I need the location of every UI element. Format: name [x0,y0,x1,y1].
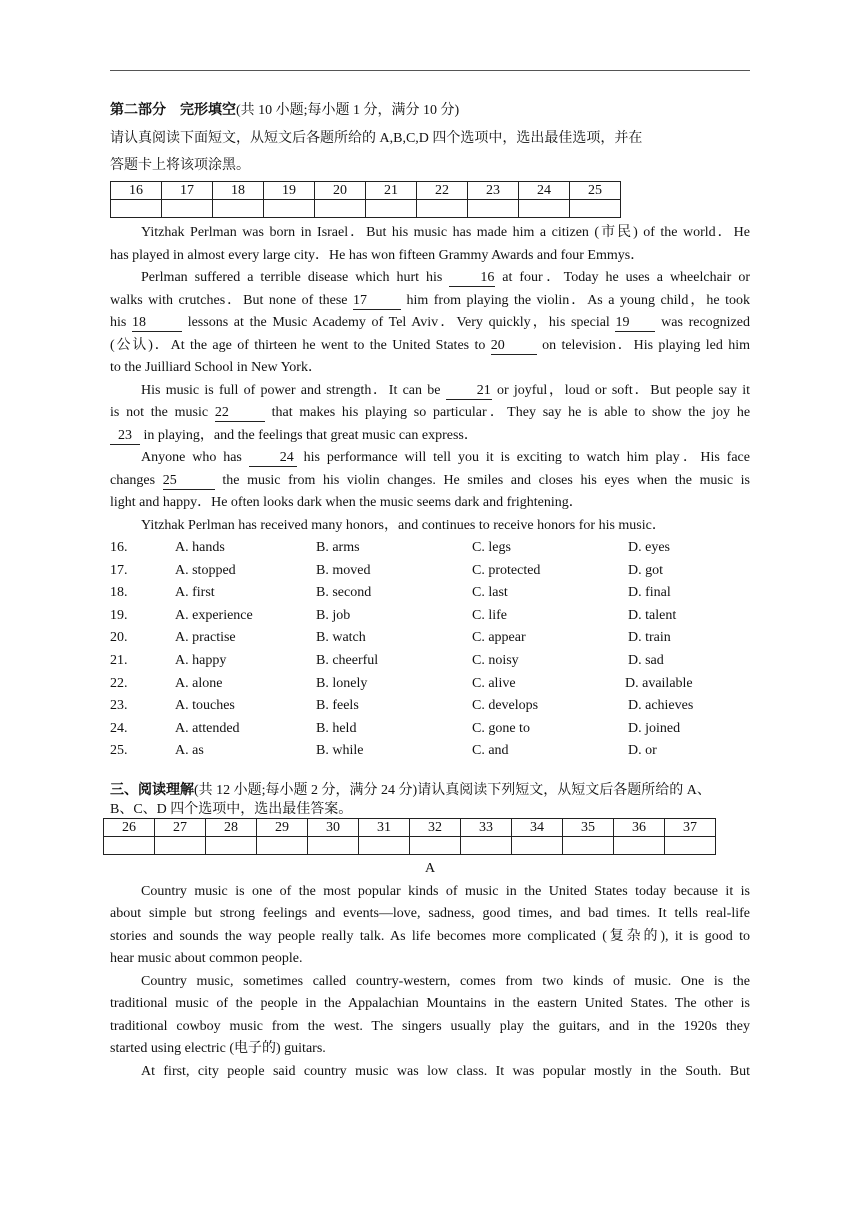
option-b[interactable]: B. held [316,720,357,736]
option-a[interactable]: A. stopped [175,562,236,578]
option-d[interactable]: D. got [628,562,663,578]
passage-text: is not the music [110,405,209,420]
option-a[interactable]: A. touches [175,698,235,714]
passage-text: that makes his playing so particular．They say he is able to show the joy he [271,405,751,420]
answer-blank-cell[interactable] [468,200,519,218]
blank-18: 18 [132,315,182,332]
option-d[interactable]: D. achieves [628,698,694,714]
answer-number-cell: 36 [614,819,665,837]
passage-line [110,380,750,402]
passage-a-line: At first, city people said country music was low class. It was popular mostly in the South. But [141,1064,750,1079]
answer-blank-cell[interactable] [206,837,257,855]
passage-text: lessons at the Music Academy of Tel Aviv．Very quickly，his special [187,315,610,330]
answer-number-cell: 32 [410,819,461,837]
blank-22: 22 [215,405,265,422]
option-d[interactable]: D. talent [628,607,677,623]
question-number: 19. [110,607,128,623]
option-d[interactable]: D. eyes [628,540,670,555]
option-d[interactable]: D. or [628,743,657,759]
option-c[interactable]: C. and [472,743,509,759]
passage-text: Anyone who has [141,450,242,465]
passage-text: in playing，and the feelings that great music can express． [143,428,478,443]
part3-heading-bold: 三、阅读理解 [110,783,194,798]
answer-number-cell: 29 [257,819,308,837]
answer-blank-cell[interactable] [512,837,563,855]
blank-20: 20 [491,338,537,355]
answer-blank-cell[interactable] [213,200,264,218]
passage-a-line: traditional cowboy music from the west. The singers usually play the guitars, and in the 1920s they [110,1019,750,1034]
passage-text: at four．Today he uses a wheelchair or [502,270,750,285]
option-c[interactable]: C. alive [472,675,516,691]
answer-blank-cell[interactable] [104,837,155,855]
passage-line [110,290,750,312]
blank-17: 17 [353,293,401,310]
passage-text: changes [110,473,156,488]
question-number: 21. [110,653,128,668]
option-a[interactable]: A. first [175,585,215,601]
answer-blank-cell[interactable] [359,837,410,855]
part3-heading-line2: B、C、D 四个选项中，选出最佳答案。 [110,802,353,817]
option-b[interactable]: B. second [316,585,372,601]
answer-number-cell: 19 [264,182,315,200]
option-d[interactable]: D. train [628,630,671,646]
answer-blank-cell[interactable] [461,837,512,855]
answer-number-cell: 16 [111,182,162,200]
option-a[interactable]: A. hands [175,540,225,555]
answer-blank-cell[interactable] [308,837,359,855]
answer-number-cell: 31 [359,819,410,837]
question-number: 16. [110,540,128,555]
option-c[interactable]: C. gone to [472,720,530,736]
answer-blank-cell[interactable] [410,837,461,855]
option-b[interactable]: B. arms [316,540,360,555]
passage-a-line: started using electric (电子的) guitars. [110,1041,326,1056]
option-b[interactable]: B. feels [316,698,359,714]
blank-25: 25 [163,473,215,490]
passage-text: was recognized [661,315,751,330]
option-d[interactable]: D. joined [628,720,681,736]
answer-blank-cell[interactable] [257,837,308,855]
answer-number-cell: 27 [155,819,206,837]
answer-blank-cell[interactable] [563,837,614,855]
option-b[interactable]: B. job [316,607,351,623]
passage-text: the music from his violin changes. He smiles and closes his eyes when the music is [222,473,750,488]
question-number: 24. [110,720,128,736]
answer-blank-cell[interactable] [155,837,206,855]
blank-23: 23 [110,428,140,445]
option-a[interactable]: A. practise [175,630,236,646]
passage-a-line: stories and sounds the way people really talk. As life becomes more complicated (复杂的), it is good to [110,929,750,944]
passage-a-line: traditional music of the people in the Appalachian Mountains in the eastern United States. The other is [110,996,750,1011]
answer-blank-cell[interactable] [665,837,716,855]
answer-number-cell: 20 [315,182,366,200]
passage-text: walks with crutches．But none of these [110,293,348,308]
passage-text: on television．His playing led him [542,338,751,353]
question-number: 17. [110,562,128,578]
option-d[interactable]: D. final [628,585,671,601]
answer-number-cell: 22 [417,182,468,200]
answer-number-cell: 23 [468,182,519,200]
answer-number-cell: 18 [213,182,264,200]
answer-blank-cell[interactable] [519,200,570,218]
option-a[interactable]: A. as [175,743,204,759]
question-number: 20. [110,630,128,646]
answer-blank-cell[interactable] [570,200,621,218]
option-d[interactable]: D. available [625,675,693,691]
blank-24: 24 [249,450,297,467]
answer-blank-cell[interactable] [315,200,366,218]
option-b[interactable]: B. watch [316,630,366,646]
option-c[interactable]: C. noisy [472,653,519,668]
passage-text: his performance will tell you it is exciting to watch him play．His face [303,450,750,465]
part3-heading-rest: (共 12 小题;每小题 2 分，满分 24 分)请认真阅读下列短文，从短文后各题所给的 A、 [194,783,711,798]
option-a[interactable]: A. attended [175,720,240,736]
answer-number-cell: 35 [563,819,614,837]
question-number: 23. [110,698,128,714]
answer-blank-cell[interactable] [162,200,213,218]
passage-a-line: hear music about common people. [110,951,303,966]
option-c[interactable]: C. life [472,607,507,623]
passage-a-line: Country music is one of the most popular kinds of music in the United States today because it is [141,884,750,899]
option-a[interactable]: A. experience [175,607,253,623]
passage-line: Yitzhak Perlman has received many honors，and continues to receive honors for his music． [141,518,666,533]
option-c[interactable]: C. protected [472,562,541,578]
question-number: 25. [110,743,128,759]
answer-blank-cell[interactable] [614,837,665,855]
answer-number-cell: 25 [570,182,621,200]
passage-text: (公认)．At the age of thirteen he went to the United States to [110,338,486,353]
passage-a-line: Country music, sometimes called country-western, comes from two kinds of music. One is the [141,974,750,989]
answer-blank-cell[interactable] [264,200,315,218]
question-number: 22. [110,675,128,691]
option-c[interactable]: C. legs [472,540,511,555]
part2-heading [110,100,750,122]
part2-instruction-1: 请认真阅读下面短文，从短文后各题所给的 A,B,C,D 四个选项中，选出最佳选项，并在 [110,131,643,146]
option-c[interactable]: C. last [472,585,508,601]
answer-number-cell: 21 [366,182,417,200]
part2-heading-rest: (共 10 小题;每小题 1 分，满分 10 分) [236,103,460,118]
blank-19: 19 [615,315,655,332]
answer-number-cell: 17 [162,182,213,200]
blank-16: 16 [449,270,495,287]
part2-instruction-2: 答题卡上将该项涂黑。 [110,158,250,173]
option-b[interactable]: B. cheerful [316,653,379,668]
passage-line: light and happy．He often looks dark when the music seems dark and frightening． [110,495,583,510]
passage-text: him from playing the violin．As a young child，he took [406,293,751,308]
section-label: A [424,861,436,876]
passage-line [110,425,750,447]
passage-text: Perlman suffered a terrible disease which hurt his [141,270,443,285]
blank-21: 21 [446,383,492,400]
option-c[interactable]: C. appear [472,630,526,646]
answer-number-cell: 30 [308,819,359,837]
answer-number-cell: 28 [206,819,257,837]
option-b[interactable]: B. moved [316,562,371,578]
passage-line: has played in almost every large city．He has won fifteen Grammy Awards and four Emmys． [110,248,645,263]
header-rule [110,70,750,71]
answer-number-cell: 37 [665,819,716,837]
passage-line [110,267,750,289]
part2-heading-bold: 第二部分 完形填空 [110,103,236,118]
option-b[interactable]: B. while [316,743,364,759]
option-c[interactable]: C. develops [472,698,539,714]
answer-number-cell: 34 [512,819,563,837]
option-a[interactable]: A. alone [175,675,223,691]
answer-blank-cell[interactable] [417,200,468,218]
passage-line [110,470,750,492]
passage-text: his [110,315,127,330]
option-b[interactable]: B. lonely [316,675,368,691]
passage-line: to the Juilliard School in New York． [110,360,322,375]
passage-line [110,402,750,424]
answer-number-cell: 24 [519,182,570,200]
passage-line [110,335,750,357]
option-d[interactable]: D. sad [628,653,664,668]
passage-a-line: about simple but strong feelings and events—love, sadness, good times, and bad times. It tells real-life [110,906,750,921]
passage-text: His music is full of power and strength．It can be [141,383,441,398]
answer-grid-part3 [103,818,716,855]
passage-line [110,312,750,334]
answer-number-cell: 33 [461,819,512,837]
answer-blank-cell[interactable] [366,200,417,218]
answer-grid-part2 [110,181,621,218]
answer-blank-cell[interactable] [111,200,162,218]
question-number: 18. [110,585,128,601]
passage-line: Yitzhak Perlman was born in Israel．But his music has made him a citizen (市民) of the world．He [141,225,750,240]
option-a[interactable]: A. happy [175,653,227,668]
answer-number-cell: 26 [104,819,155,837]
passage-line [110,447,750,469]
passage-text: or joyful，loud or soft．But people say it [496,383,751,398]
